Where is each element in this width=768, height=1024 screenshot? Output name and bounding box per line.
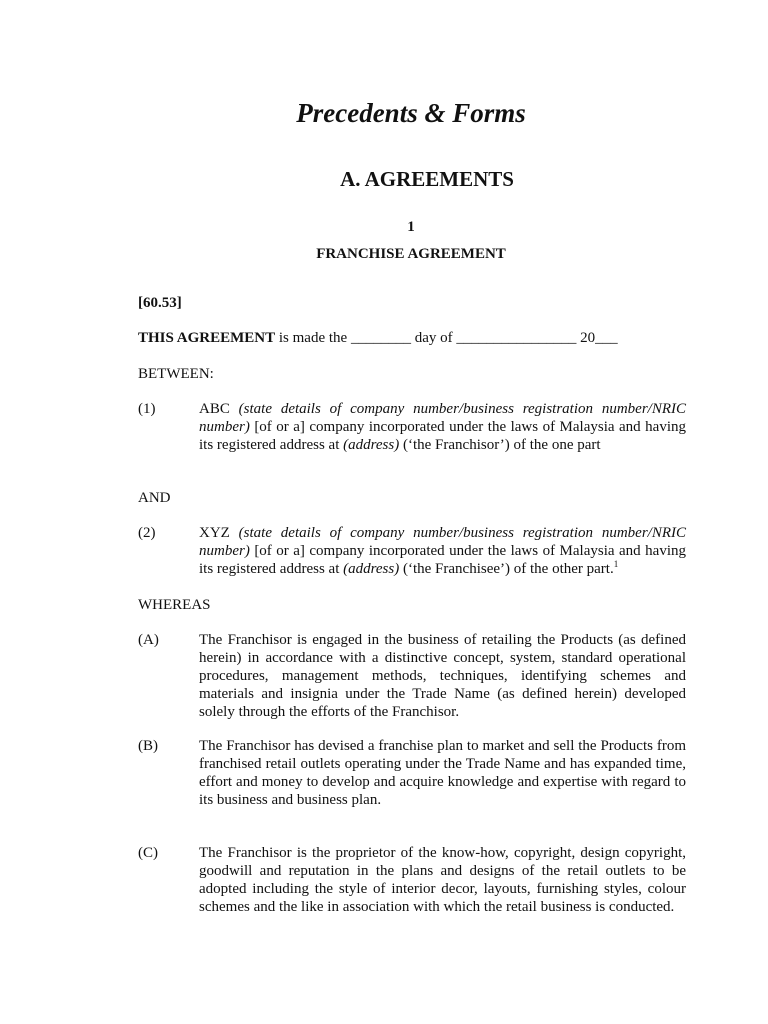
recital-marker: (A) [138, 632, 159, 648]
party-name: XYZ [199, 525, 239, 541]
recital-marker: (B) [138, 738, 158, 754]
address-placeholder: (address) [343, 561, 400, 577]
party-marker: (2) [138, 525, 156, 541]
party-details-placeholder: (state details of company number/business registration number/NRIC number) [199, 401, 687, 435]
recital-text: The Franchisor is the proprietor of the know-how, copyright, design copyright, goodwill and reputation in the plans and designs of the retail outlets to be adopted including the style of interior decor, layouts, furnishing styles, colour schemes and the like in association with which the retail business is conducted. [199, 845, 686, 915]
page-title: Precedents & Forms [296, 98, 526, 128]
party-description [199, 524, 686, 578]
party-marker: (1) [138, 401, 156, 417]
party-details-placeholder: (state details of company number/business registration number/NRIC number) [199, 525, 687, 559]
party-role: (‘the Franchisor’) of the one part [399, 437, 601, 453]
reference-number: [60.53] [138, 295, 182, 311]
party-text: [of or a] company incorporated under the laws of Malaysia and having its registered address at [199, 543, 686, 577]
address-placeholder: (address) [343, 437, 400, 453]
whereas-label: WHEREAS [138, 597, 211, 613]
recital-marker: (C) [138, 845, 158, 861]
agreement-opening [138, 329, 618, 347]
party-text: [of or a] company incorporated under the laws of Malaysia and having its registered address at [199, 419, 686, 453]
section-heading: A. AGREEMENTS [340, 167, 514, 191]
recital-text: The Franchisor has devised a franchise plan to market and sell the Products from franchised retail outlets operating under the Trade Name and has expanded time, effort and money to develop and acquire knowledge and expertise with regard to its business and business plan. [199, 738, 686, 808]
party-description [199, 400, 686, 454]
footnote-marker: 1 [613, 559, 619, 569]
agreement-date-line: is made the ________ day of ________________ 20___ [275, 330, 618, 346]
party-role: (‘the Franchisee’) of the other part. [399, 561, 614, 577]
agreement-lead: THIS AGREEMENT [138, 330, 276, 346]
between-label: BETWEEN: [138, 366, 214, 382]
party-name: ABC [199, 401, 239, 417]
and-label: AND [138, 490, 171, 506]
document-number: 1 [407, 219, 415, 235]
recital-text: The Franchisor is engaged in the business of retailing the Products (as defined herein) in accordance with a distinctive concept, system, standard operational procedures, management methods, techniques, identifying schemes and materials and insignia under the Trade Name (as defined herein) developed solely through the efforts of the Franchisor. [199, 632, 686, 720]
document-title: FRANCHISE AGREEMENT [316, 246, 506, 262]
